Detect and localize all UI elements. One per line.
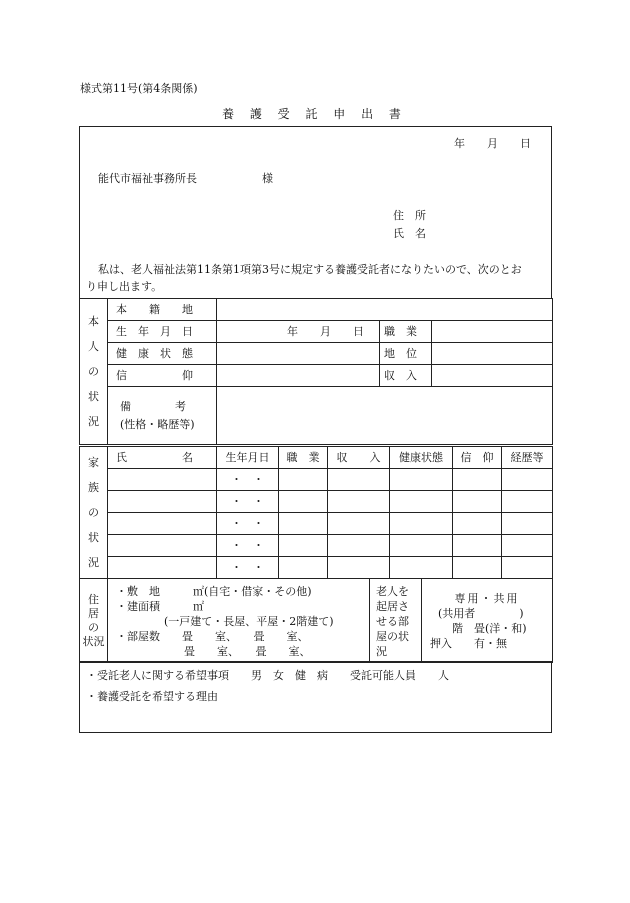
family-religion-cell[interactable] xyxy=(453,535,502,557)
residence-details xyxy=(108,579,370,663)
residence-table xyxy=(79,578,553,663)
family-name-cell[interactable] xyxy=(108,513,217,535)
health-label: 健 康 状 態 xyxy=(108,343,217,365)
family-birthdate-cell[interactable]: ・ ・ xyxy=(217,535,279,557)
family-occupation-cell[interactable] xyxy=(279,491,328,513)
family-religion-cell[interactable] xyxy=(453,491,502,513)
family-header-occupation: 職 業 xyxy=(279,447,328,469)
name-label: 氏 名 xyxy=(393,227,426,240)
floor-area: ・建面積 ㎡ xyxy=(116,600,204,613)
family-header-birthdate: 生年月日 xyxy=(217,447,279,469)
domicile-label: 本 籍 地 xyxy=(108,299,217,321)
statement-line-2: り申し出ます。 xyxy=(86,280,163,293)
family-income-cell[interactable] xyxy=(328,469,390,491)
family-occupation-cell[interactable] xyxy=(279,469,328,491)
birthdate-field[interactable]: 年 月 日 xyxy=(217,321,380,343)
family-history-cell[interactable] xyxy=(502,513,553,535)
family-income-cell[interactable] xyxy=(328,491,390,513)
family-occupation-cell[interactable] xyxy=(279,513,328,535)
room-shared-with: (共用者 ) xyxy=(438,607,524,620)
family-income-cell[interactable] xyxy=(328,535,390,557)
family-income-cell[interactable] xyxy=(328,557,390,579)
family-health-cell[interactable] xyxy=(390,557,453,579)
room-usage: 専用・共用 xyxy=(454,592,520,605)
residence-section-label: 住 居 の 状況 xyxy=(80,579,108,663)
family-religion-cell[interactable] xyxy=(453,513,502,535)
family-section-label: 家 族 の 状 況 xyxy=(80,447,108,579)
religion-field[interactable] xyxy=(217,365,380,387)
family-religion-cell[interactable] xyxy=(453,469,502,491)
family-income-cell[interactable] xyxy=(328,513,390,535)
domicile-field[interactable] xyxy=(217,299,553,321)
remarks-label: 備 考 (性格・略歴等) xyxy=(108,387,217,445)
religion-label: 信 仰 xyxy=(108,365,217,387)
building-type: (一戸建て・長屋、平屋・2階建て) xyxy=(164,615,334,628)
wish-items: ・受託老人に関する希望事項 男 女 健 病 受託可能人員 人 xyxy=(86,669,449,682)
income-label: 収 入 xyxy=(380,365,432,387)
reason-label: ・養護受託を希望する理由 xyxy=(86,690,218,703)
family-row xyxy=(80,491,553,513)
family-health-cell[interactable] xyxy=(390,513,453,535)
family-birthdate-cell[interactable]: ・ ・ xyxy=(217,513,279,535)
family-birthdate-cell[interactable]: ・ ・ xyxy=(217,491,279,513)
room-count-1: ・部屋数 畳 室、 畳 室、 xyxy=(116,630,309,643)
date-field: 年 月 日 xyxy=(454,137,531,150)
room-details xyxy=(422,579,553,663)
person-table xyxy=(79,298,553,445)
room-closet: 押入 有・無 xyxy=(430,637,507,650)
family-table xyxy=(79,446,553,579)
family-history-cell[interactable] xyxy=(502,491,553,513)
occupation-field[interactable] xyxy=(432,321,553,343)
family-birthdate-cell[interactable]: ・ ・ xyxy=(217,557,279,579)
family-row xyxy=(80,469,553,491)
family-header-health: 健康状態 xyxy=(390,447,453,469)
family-row xyxy=(80,535,553,557)
family-header-history: 経歴等 xyxy=(502,447,553,469)
family-row xyxy=(80,513,553,535)
family-header-income: 収 入 xyxy=(328,447,390,469)
family-header-name: 氏 名 xyxy=(108,447,217,469)
family-birthdate-cell[interactable]: ・ ・ xyxy=(217,469,279,491)
birthdate-label: 生 年 月 日 xyxy=(108,321,217,343)
family-history-cell[interactable] xyxy=(502,535,553,557)
family-religion-cell[interactable] xyxy=(453,557,502,579)
statement-line-1: 私は、老人福祉法第11条第1項第3号に規定する養護受託者になりたいので、次のとお xyxy=(98,263,522,276)
family-name-cell[interactable] xyxy=(108,557,217,579)
honorific: 様 xyxy=(262,172,273,185)
position-field[interactable] xyxy=(432,343,553,365)
health-field[interactable] xyxy=(217,343,380,365)
family-occupation-cell[interactable] xyxy=(279,557,328,579)
family-health-cell[interactable] xyxy=(390,491,453,513)
family-occupation-cell[interactable] xyxy=(279,535,328,557)
address-label: 住 所 xyxy=(393,209,426,222)
remarks-field[interactable] xyxy=(217,387,553,445)
family-name-cell[interactable] xyxy=(108,535,217,557)
family-name-cell[interactable] xyxy=(108,469,217,491)
room-tatami: 階 畳(洋・和) xyxy=(452,622,527,635)
family-health-cell[interactable] xyxy=(390,535,453,557)
addressee: 能代市福祉事務所長 xyxy=(98,172,197,185)
family-history-cell[interactable] xyxy=(502,557,553,579)
person-section-label: 本 人 の 状 況 xyxy=(80,299,108,445)
room-count-2: 畳 室、 畳 室、 xyxy=(184,645,311,658)
site-area: ・敷 地 ㎡(自宅・借家・その他) xyxy=(116,585,312,598)
position-label: 地 位 xyxy=(380,343,432,365)
room-label: 老人を 起居さ せる部 屋の状 況 xyxy=(370,579,422,663)
page-title: 養 護 受 託 申 出 書 xyxy=(222,107,407,121)
form-number: 様式第11号(第4条関係) xyxy=(80,82,198,95)
family-history-cell[interactable] xyxy=(502,469,553,491)
family-header-religion: 信 仰 xyxy=(453,447,502,469)
family-row xyxy=(80,557,553,579)
family-health-cell[interactable] xyxy=(390,469,453,491)
occupation-label: 職 業 xyxy=(380,321,432,343)
income-field[interactable] xyxy=(432,365,553,387)
family-name-cell[interactable] xyxy=(108,491,217,513)
